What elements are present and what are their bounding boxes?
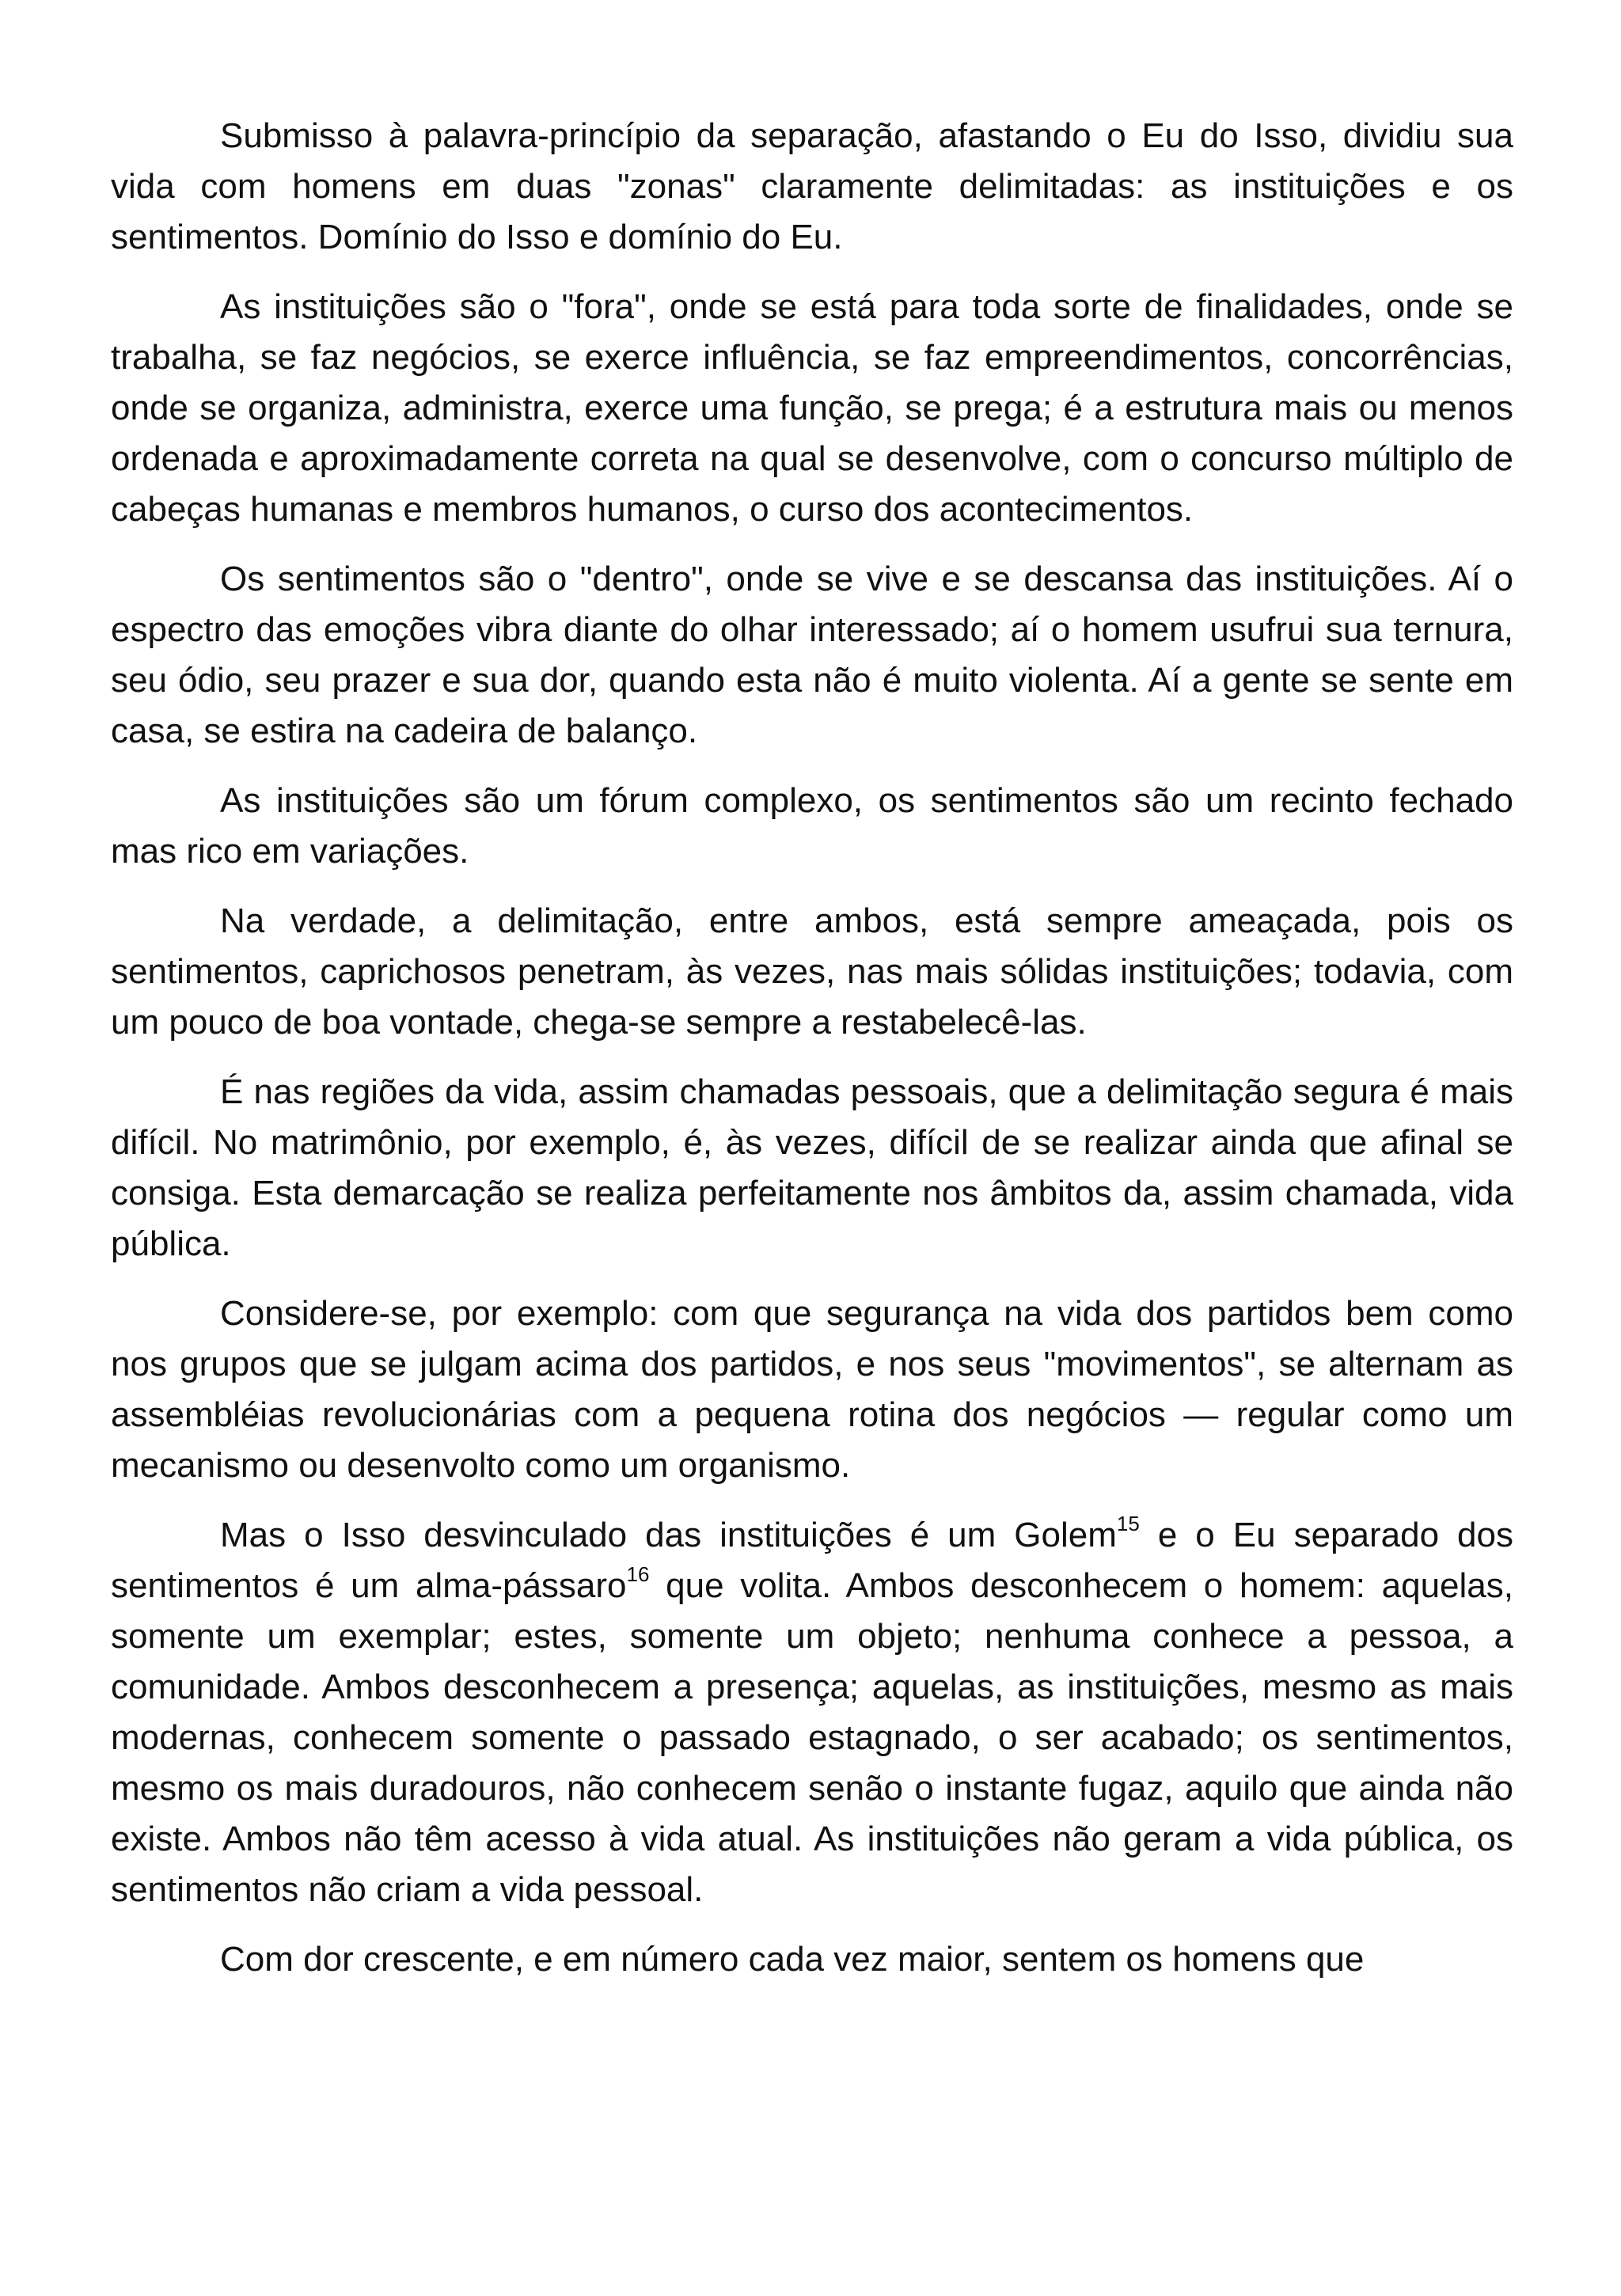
paragraph-1: Submisso à palavra-princípio da separação, afastando o Eu do Isso, dividiu sua vida com homens em duas "zonas" claramente delimitadas: as instituições e os sentimentos. Domínio do Isso e domínio do Eu. [111, 116, 1513, 256]
footnote-marker-15: 15 [1116, 1512, 1140, 1535]
paragraph-8-part-1: Mas o Isso desvinculado das instituições é um Golem [220, 1516, 1117, 1554]
paragraph-3: Os sentimentos são o "dentro", onde se vive e se descansa das instituições. Aí o espectro das emoções vibra diante do olhar interessado; aí o homem usufrui sua ternura, seu ódio, seu prazer e sua dor, quando esta não é muito violenta. Aí a gente se sente em casa, se estira na cadeira de balanço. [111, 560, 1513, 750]
paragraph-7: Considere-se, por exemplo: com que segurança na vida dos partidos bem como nos grupos que se julgam acima dos partidos, e nos seus "movimentos", se alternam as assembléias revolucionárias com a pequena rotina dos negócios — regular como um mecanismo ou desenvolto como um organismo. [111, 1294, 1513, 1485]
paragraph-5: Na verdade, a delimitação, entre ambos, está sempre ameaçada, pois os sentimentos, caprichosos penetram, às vezes, nas mais sólidas instituições; todavia, com um pouco de boa vontade, chega-se sempre a restabelecê-las. [111, 901, 1513, 1042]
footnote-marker-16: 16 [626, 1562, 650, 1586]
paragraph-2: As instituições são o "fora", onde se está para toda sorte de finalidades, onde se trabalha, se faz negócios, se exerce influência, se faz empreendimentos, concorrências, onde se organiza, administra, exerce uma função, se prega; é a estrutura mais ou menos ordenada e aproximadamente correta na qual se desenvolve, com o concurso múltiplo de cabeças humanas e membros humanos, o curso dos acontecimentos. [111, 287, 1513, 529]
body-text [111, 111, 1513, 1985]
paragraph-4: As instituições são um fórum complexo, os sentimentos são um recinto fechado mas rico em variações. [111, 781, 1513, 871]
paragraph-8 [111, 1510, 1513, 1915]
paragraph-9: Com dor crescente, e em número cada vez maior, sentem os homens que [220, 1940, 1365, 1979]
paragraph-6: É nas regiões da vida, assim chamadas pessoais, que a delimitação segura é mais difícil. No matrimônio, por exemplo, é, às vezes, difícil de se realizar ainda que afinal se consiga. Esta demarcação se realiza perfeitamente nos âmbitos da, assim chamada, vida pública. [111, 1072, 1513, 1263]
paragraph-8-part-3: que volita. Ambos desconhecem o homem: aquelas, somente um exemplar; estes, somente um objeto; nenhuma conhece a pessoa, a comunidade. Ambos desconhecem a presença; aquelas, as instituições, mesmo as mais modernas, conhecem somente o passado estagnado, o ser acabado; os sentimentos, mesmo os mais duradouros, não conhecem senão o instante fugaz, aquilo que ainda não existe. Ambos não têm acesso à vida atual. As instituições não geram a vida pública, os sentimentos não criam a vida pessoal. [111, 1566, 1513, 1909]
paragraph-8-part-2: e o Eu separado dos sentimentos é um alma-pássaro [111, 1516, 1513, 1605]
